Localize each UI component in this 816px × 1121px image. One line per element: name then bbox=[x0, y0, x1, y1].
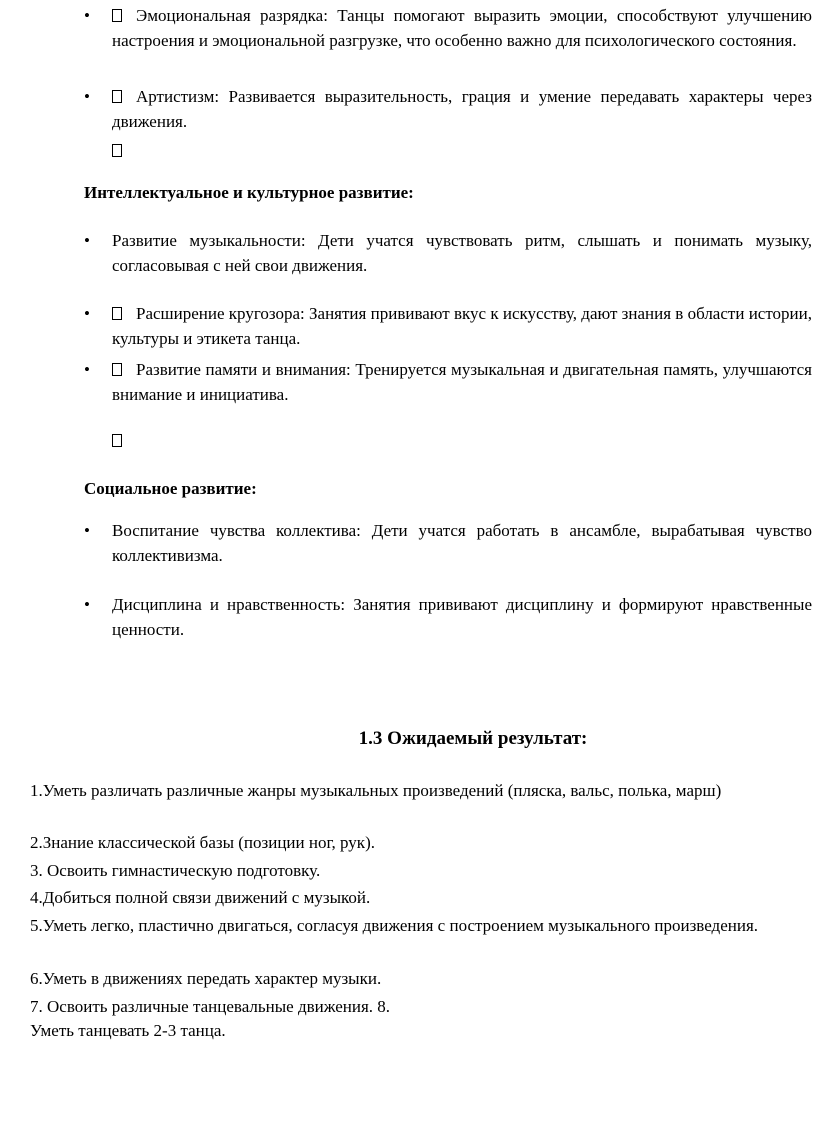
list-item-text: Развитие памяти и внимания: Тренируется музыкальная и двигательная память, улучшаются внимание и инициатива. bbox=[112, 360, 812, 404]
section-title: 1.3 Ожидаемый результат: bbox=[358, 728, 588, 749]
list-item bbox=[84, 3, 812, 53]
list-item-text: Развитие музыкальности: Дети учатся чувствовать ритм, слышать и понимать музыку, согласовывая с ней свои движения. bbox=[112, 231, 812, 275]
list-item bbox=[84, 592, 812, 642]
list-item bbox=[84, 357, 812, 407]
placeholder-box-icon bbox=[112, 363, 122, 376]
list-item-text: Эмоциональная разрядка: Танцы помогают выразить эмоции, способствуют улучшению настроения и эмоциональной разгрузке, что особенно важно для психологического состояния. bbox=[112, 6, 812, 50]
bullet: • bbox=[84, 6, 90, 25]
section-heading: Социальное развитие: bbox=[84, 479, 257, 498]
placeholder-box-icon bbox=[112, 90, 122, 103]
list-item bbox=[84, 228, 812, 278]
bullet: • bbox=[84, 304, 90, 323]
placeholder-box-icon bbox=[112, 138, 122, 163]
bullet: • bbox=[84, 231, 90, 250]
list-item bbox=[84, 84, 812, 134]
bullet: • bbox=[84, 360, 90, 379]
placeholder-box-icon bbox=[112, 9, 122, 22]
result-item: Уметь танцевать 2-3 танца. bbox=[30, 1021, 226, 1040]
result-item: 4.Добиться полной связи движений с музыкой. bbox=[30, 888, 371, 907]
bullet: • bbox=[84, 521, 90, 540]
result-item: 1.Уметь различать различные жанры музыкальных произведений (пляска, вальс, полька, марш) bbox=[30, 781, 722, 800]
placeholder-box-icon bbox=[112, 307, 122, 320]
list-item-text: Расширение кругозора: Занятия прививают вкус к искусству, дают знания в области истории, культуры и этикета танца. bbox=[112, 304, 812, 348]
placeholder-box-icon bbox=[112, 428, 122, 453]
section-heading: Интеллектуальное и культурное развитие: bbox=[84, 183, 414, 202]
result-item: 7. Освоить различные танцевальные движения. 8. bbox=[30, 997, 391, 1016]
list-item bbox=[84, 518, 812, 568]
result-item: 6.Уметь в движениях передать характер музыки. bbox=[30, 969, 382, 988]
list-item-text: Артистизм: Развивается выразительность, грация и умение передавать характеры через движения. bbox=[112, 87, 812, 131]
list-item-text: Воспитание чувства коллектива: Дети учатся работать в ансамбле, вырабатывая чувство коллективизма. bbox=[112, 521, 812, 565]
result-item: 3. Освоить гимнастическую подготовку. bbox=[30, 861, 321, 880]
list-item-text: Дисциплина и нравственность: Занятия прививают дисциплину и формируют нравственные ценности. bbox=[112, 595, 812, 639]
bullet: • bbox=[84, 595, 90, 614]
bullet: • bbox=[84, 87, 90, 106]
result-item: 2.Знание классической базы (позиции ног, рук). bbox=[30, 833, 375, 852]
list-item bbox=[84, 301, 812, 351]
result-item: 5.Уметь легко, пластично двигаться, согласуя движения с построением музыкального произведения. bbox=[30, 916, 759, 935]
